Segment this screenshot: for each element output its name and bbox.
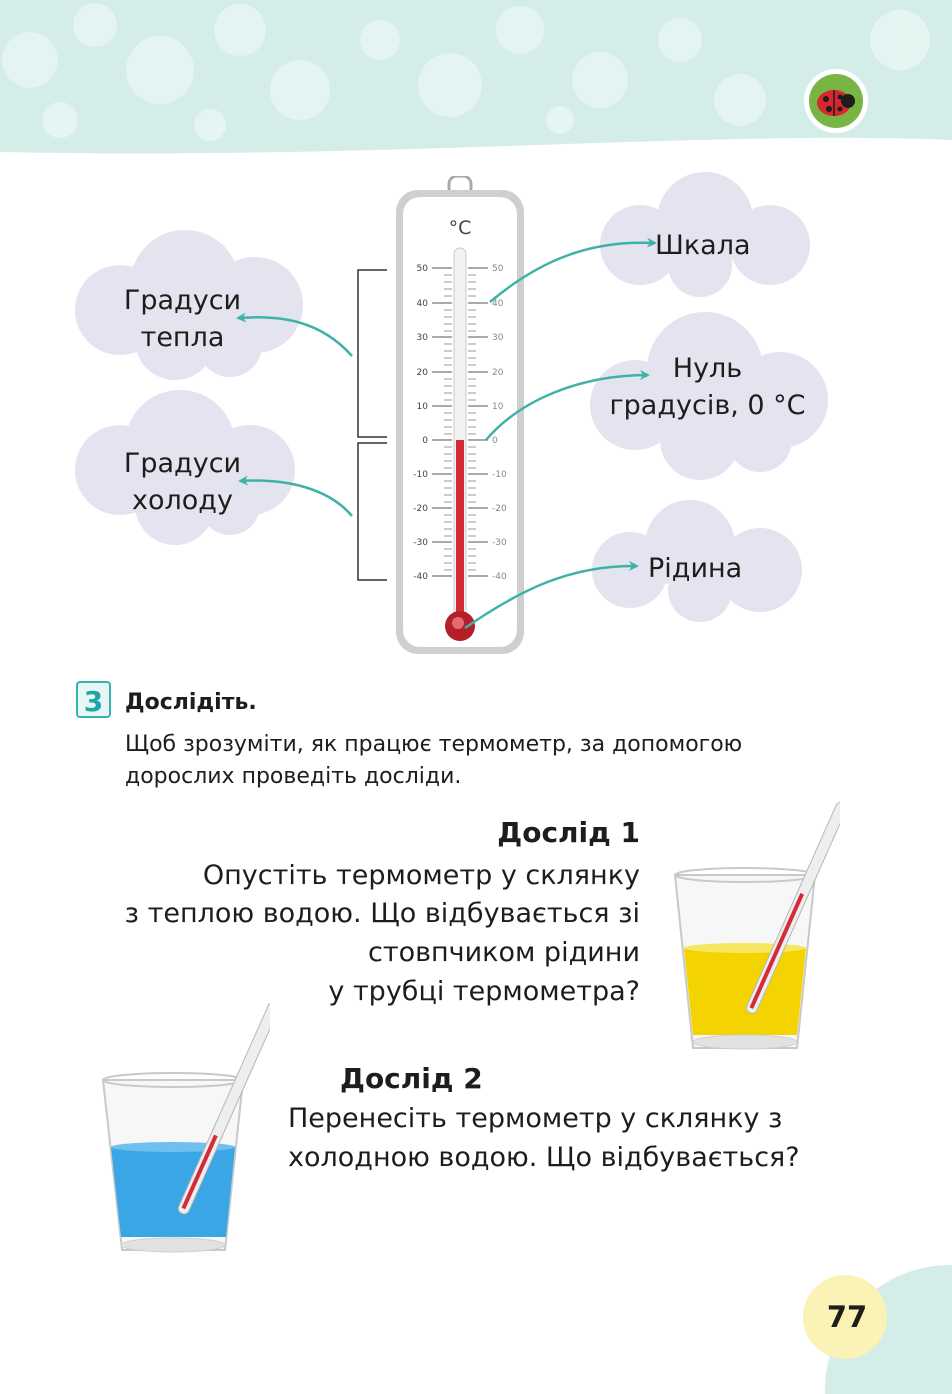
experiment1-title: Дослід 1 xyxy=(497,816,640,849)
scale-left-tick-label: -30 xyxy=(413,538,428,548)
thermometer-unit: °C xyxy=(448,217,472,239)
label-cold-line-1: Градуси xyxy=(123,448,242,479)
label-scale: Шкала xyxy=(655,230,751,261)
scale-left-tick-label: 10 xyxy=(416,402,428,412)
scale-right-tick-label: 50 xyxy=(492,264,504,274)
task-intro-line-1: Щоб зрозуміти, як працює термометр, за допомогою xyxy=(125,732,743,757)
scale-right-tick-label: 10 xyxy=(492,402,504,412)
arrow-scale xyxy=(490,243,655,302)
scale-right-tick-label: -40 xyxy=(492,572,507,582)
arrow-liquid xyxy=(465,566,637,628)
scale-left-tick-label: -20 xyxy=(413,504,428,514)
scale-left-tick-label: 40 xyxy=(416,299,428,309)
experiment1-line-4: у трубці термометра? xyxy=(328,976,640,1007)
label-warm-line-1: Градуси xyxy=(123,285,242,316)
experiment1-line-2: з теплою водою. Що відбувається зі xyxy=(124,898,640,929)
scale-right-tick-label: 20 xyxy=(492,368,504,378)
page-number: 77 xyxy=(826,1300,868,1334)
scale-left-tick-label: -10 xyxy=(413,470,428,480)
ladybug-icon xyxy=(803,68,869,134)
label-zero-line-2: градусів, 0 °С xyxy=(609,390,806,421)
task-number: 3 xyxy=(76,681,111,718)
label-warm-degrees xyxy=(110,282,255,356)
experiment1-line-3: стовпчиком рідини xyxy=(368,937,640,968)
scale-left-tick-label: 0 xyxy=(422,436,428,446)
scale-right-tick-label: -30 xyxy=(492,538,507,548)
scale-right-tick-label: -10 xyxy=(492,470,507,480)
arrow-cold xyxy=(240,481,352,516)
scale-right-tick-label: 40 xyxy=(492,299,504,309)
scale-right-tick-label: 30 xyxy=(492,333,504,343)
experiment2-line-2: холодною водою. Що відбувається? xyxy=(288,1142,800,1173)
label-warm-line-2: тепла xyxy=(140,322,225,353)
task-intro-line-2: дорослих проведіть досліди. xyxy=(125,764,462,789)
warm-water-glass xyxy=(665,780,840,1060)
scale-right-tick-label: 0 xyxy=(492,436,498,446)
label-zero-line-1: Нуль xyxy=(672,353,743,384)
task-title: Дослідіть. xyxy=(125,690,257,715)
arrow-warm xyxy=(238,317,352,356)
experiment1-line-1: Опустіть термометр у склянку xyxy=(202,860,640,891)
cold-water-glass xyxy=(95,985,270,1265)
scale-right-tick-label: -20 xyxy=(492,504,507,514)
experiment2-line-1: Перенесіть термометр у склянку з xyxy=(288,1103,783,1134)
label-cold-line-2: холоду xyxy=(132,485,233,516)
label-zero-degrees xyxy=(600,350,815,424)
label-liquid: Рідина xyxy=(648,553,743,584)
experiment2-title: Дослід 2 xyxy=(340,1062,483,1095)
scale-left-tick-label: 30 xyxy=(416,333,428,343)
scale-left-tick-label: 20 xyxy=(416,368,428,378)
scale-left-tick-label: 50 xyxy=(416,264,428,274)
scale-left-tick-label: -40 xyxy=(413,572,428,582)
label-cold-degrees xyxy=(110,445,255,519)
